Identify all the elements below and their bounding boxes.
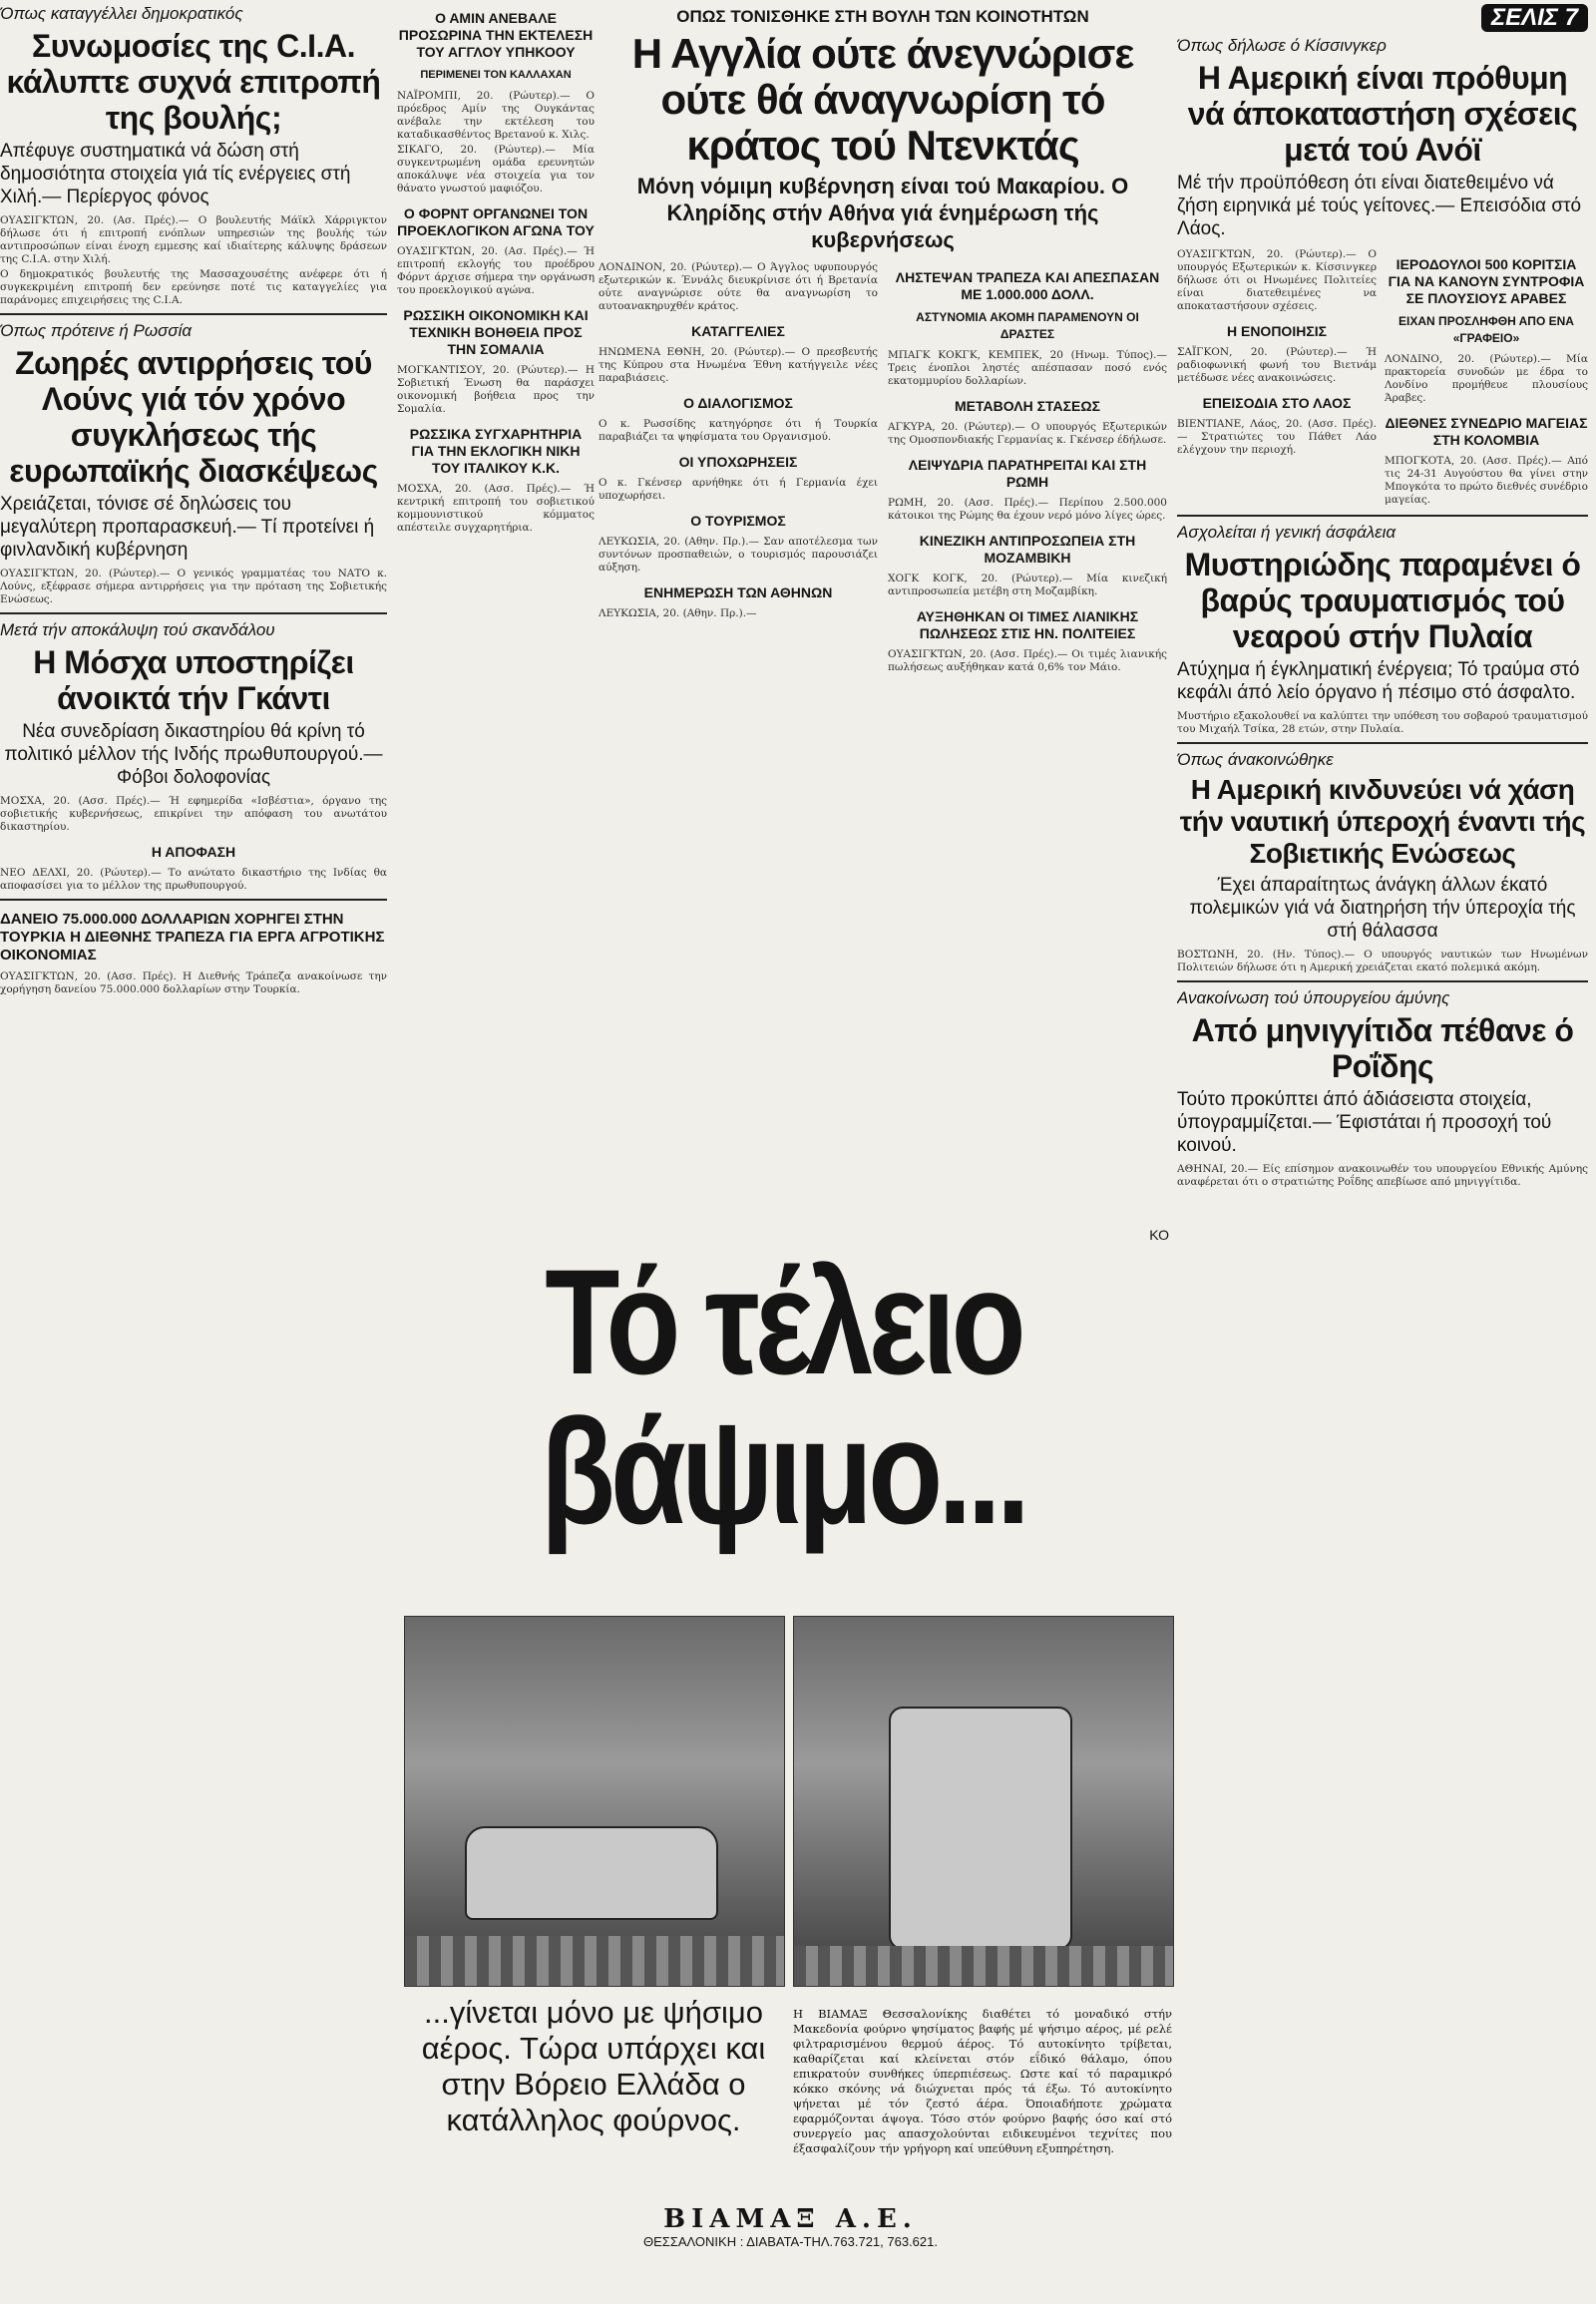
headline-hanoi: Η Αμερική είναι πρόθυμη νά άποκαταστήση σχέσεις μετά τού Ανόϊ: [1187, 60, 1578, 168]
article-girls: ΛΟΝΔΙΝΟ, 20. (Ρώυτερ).— Μία πρακτορεία συνοδών με έδρα το Λονδίνο προμήθευε πλουσίους Άραβες.: [1385, 353, 1588, 404]
article-dialogue: Ο κ. Ρωσσίδης κατηγόρησε ότι ή Τουρκία παραβιάζει τα ψηφίσματα του Οργανισμού.: [598, 418, 878, 443]
headline-england: Η Αγγλία ούτε άνεγνώρισε ούτε θά άναγνωρίση τό κράτος τού Ντενκτάς: [631, 30, 1134, 169]
subhead-pylaia: Ατύχημα ή έγκληματική ένέργεια; Τό τραύμα στό κεφάλι άπό λείο όργανο ή πέσιμο στό άσφαλτο.: [1177, 659, 1580, 703]
ad-headline: Τό τέλειο βάψιμο...: [540, 1238, 1026, 1555]
right-right: [1385, 246, 1588, 509]
center-left: [598, 259, 878, 676]
headline-bank-robbery: ΛΗΣΤΕΨΑΝ ΤΡΑΠΕΖΑ ΚΑΙ ΑΠΕΣΠΑΣΑΝ ΜΕ 1.000.000 ΔΟΛΛ.: [895, 269, 1160, 302]
bus-icon: [889, 1707, 1072, 1950]
article-pylaia: Μυστήριο εξακολουθεί να καλύπτει την υπόθεση του σοβαρού τραυματισμού του Μιχαήλ Τσίκα, 28 ετών, στην Πυλαία.: [1177, 710, 1588, 735]
subhead-hanoi: Μέ τήν προϋπόθεση ότι είναι διατεθειμένο νά ζήση ειρηνικά μέ τούς γείτονες.— Επεισόδια στό Λάος.: [1177, 173, 1582, 239]
ad-photo-car: [404, 1616, 785, 1987]
right-columns: [1177, 246, 1588, 509]
ad-address: ΘΕΣΣΑΛΟΝΙΚΗ : ΔΙΑΒΑΤΑ-ΤΗΛ.763.721, 763.621.: [643, 2234, 938, 2249]
article-concessions: Ο κ. Γκένσερ αρνήθηκε ότι ή Γερμανία έχει υποχωρήσει.: [598, 477, 878, 502]
subhead-cia: Απέφυγε συστηματικά νά δώση στή δημοσιότητα στοιχεία γιά τίς ενέργειες στή Χιλή.— Περίεργος φόνος: [0, 141, 351, 207]
kicker-announced: Όπως άνακοινώθηκε: [1177, 750, 1334, 769]
article-mozambique: ΧΟΓΚ ΚΟΓΚ, 20. (Ρώυτερ).— Μία κινεζική αντιπροσωπεία μετέβη στη Μοζαμβίκη.: [888, 573, 1167, 597]
article-amin: ΝΑΪΡΟΜΠΙ, 20. (Ρώυτερ).— Ο πρόεδρος Αμίν της Ουγκάντας ανέβαλε την εκτέλεση του καταδικασθέντος Βρετανού κ. Χιλς.: [397, 90, 595, 141]
divider: [1177, 515, 1588, 517]
divider: [0, 612, 387, 614]
subhead-girls: ΕΙΧΑΝ ΠΡΟΣΛΗΦΘΗ ΑΠΟ ΕΝΑ «ΓΡΑΦΕΙΟ»: [1398, 314, 1574, 345]
kicker-cia: Όπως καταγγέλλει δημοκρατικός: [0, 4, 243, 23]
column-left: [0, 0, 387, 998]
floor-grate-icon: [794, 1946, 1173, 1986]
caption-stance: ΜΕΤΑΒΟΛΗ ΣΤΑΣΕΩΣ: [955, 398, 1100, 414]
article-italy: ΜΟΣΧΑ, 20. (Ασσ. Πρές).— Ή κεντρική επιτροπή του σοβιετικού κομμουνιστικού κόμματος απέστειλε συγχαρητήρια.: [397, 483, 595, 534]
article-cia-p2: Ο δημοκρατικός βουλευτής της Μασσαχουσέτης ανέφερε ότι ή συγκεκριμένη επιτροπή δεν ερεύνησε ποτέ τις καταγγελίες για παράνομες επιχειρήσεις της C.I.A.: [0, 268, 387, 306]
column-narrow: [397, 0, 595, 537]
article-loan-turkey: ΟΥΑΣΙΓΚΤΩΝ, 20. (Ασσ. Πρές). Η Διεθνής Τράπεζα ανακοίνωσε την χορήγηση δανείου 75.000.000 δολλαρίων στην Τουρκία.: [0, 970, 387, 995]
caption-athens: ΕΝΗΜΕΡΩΣΗ ΤΩΝ ΑΘΗΝΩΝ: [643, 584, 833, 600]
article-navy: ΒΟΣΤΩΝΗ, 20. (Ην. Τύπος).— Ο υπουργός ναυτικών των Ηνωμένων Πολιτειών δήλωσε ότι η Αμερική χρειάζεται εκατό πολεμικά ακόμη.: [1177, 949, 1588, 973]
kicker-commons: ΟΠΩΣ ΤΟΝΙΣΘΗΚΕ ΣΤΗ ΒΟΥΛΗ ΤΩΝ ΚΟΙΝΟΤΗΤΩΝ: [676, 7, 1089, 26]
article-tourism: ΛΕΥΚΩΣΙΑ, 20. (Αθην. Πρ.).— Σαν αποτέλεσμα των συντόνων προσπαθειών, ο τουρισμός παρουσιάζει αύξηση.: [598, 536, 878, 574]
article-gandhi: ΜΟΣΧΑ, 20. (Ασσ. Πρές).— Ή εφημερίδα «Ισβέστια», όργανο της σοβιετικής κυβερνήσεως, επικρίνει την απόφαση του ανωτάτου δικαστηρίου.: [0, 795, 387, 833]
article-un: ΗΝΩΜΕΝΑ ΕΘΝΗ, 20. (Ρώυτερ).— Ο πρεσβευτής της Κύπρου στα Ηνωμένα Έθνη κατήγγειλε νέες παραβιάσεις.: [598, 346, 878, 384]
article-prices: ΟΥΑΣΙΓΚΤΩΝ, 20. (Ασσ. Πρές).— Οι τιμές λιανικής πωλήσεως αυξήθηκαν κατά 0,6% τον Μάιο.: [888, 648, 1167, 673]
subhead-amin: ΠΕΡΙΜΕΝΕΙ ΤΟΝ ΚΑΛΛΑΧΑΝ: [420, 69, 572, 81]
subhead-roidis: Τούτο προκύπτει άπό άδιάσειστα στοιχεία, ύπογραμμίζεται.— Έφιστάται ή προσοχή τού κοινού.: [1177, 1089, 1552, 1156]
ad-brand: ΒΙΑΜΑΞ Α.Ε.: [663, 2204, 918, 2234]
kicker-security: Ασχολείται ή γενική άσφάλεια: [1177, 523, 1396, 542]
divider: [0, 313, 387, 315]
kicker-scandal: Μετά τήν αποκάλυψη τού σκανδάλου: [0, 620, 275, 639]
article-hanoi: ΟΥΑΣΙΓΚΤΩΝ, 20. (Ρώυτερ).— Ο υπουργός Εξωτερικών κ. Κίσσινγκερ δήλωσε ότι οι Ηνωμένες Πολιτείες είναι διατεθειμένες να αποκαταστήσουν σχέσεις.: [1177, 248, 1377, 312]
article-chicago: ΣΙΚΑΓΟ, 20. (Ρώυτερ).— Μία συγκεντρωμένη ομάδα ερευνητών αποκάλυψε νέα στοιχεία για τον θάνατο γνωστού μαφιόζου.: [397, 144, 595, 194]
article-bank-robbery: ΜΠΑΓΚ ΚΟΚΓΚ, ΚΕΜΠΕΚ, 20 (Ηνωμ. Τύπος).— Τρεις ένοπλοι ληστές απέσπασαν ποσό ενός εκατομμυρίου δολλαρίων.: [888, 349, 1167, 387]
caption-dialogue: Ο ΔΙΑΛΟΓΙΣΜΟΣ: [683, 395, 793, 411]
subhead-gandhi: Νέα συνεδρίαση δικαστηρίου θά κρίνη τό πολιτικό μέλλον τής Ινδής πρωθυπουργού.— Φόβοι δολοφονίας: [4, 721, 383, 788]
headline-magic: ΔΙΕΘΝΕΣ ΣΥΝΕΔΡΙΟ ΜΑΓΕΙΑΣ ΣΤΗ ΚΟΛΟΜΒΙΑ: [1385, 415, 1588, 448]
article-stance: ΑΓΚΥΡΑ, 20. (Ρώυτερ).— Ο υπουργός Εξωτερικών της Ομοσπονδιακής Γερμανίας κ. Γκένσερ έδήλωσε.: [888, 421, 1167, 446]
ad-slogan-block: [404, 1995, 783, 2138]
headline-luns: Ζωηρές αντιρρήσεις τού Λούνς γιά τόν χρόνο συγκλήσεως τής ευρωπαϊκής διασκέψεως: [9, 345, 378, 489]
headline-cia: Συνωμοσίες της C.I.A. κάλυπτε συχνά επιτροπή της βουλής;: [6, 28, 381, 136]
headline-pylaia: Μυστηριώδης παραμένει ό βαρύς τραυματισμός τού νεαρού στήν Πυλαία: [1184, 547, 1581, 654]
article-luns: ΟΥΑΣΙΓΚΤΩΝ, 20. (Ρώυτερ).— Ο γενικός γραμματέας του ΝΑΤΟ κ. Λούνς, εξέφρασε σήμερα αντιρρήσεις για την πρόταση της Σοβιετικής Ενώσεως.: [0, 568, 387, 605]
article-athens: ΛΕΥΚΩΣΙΑ, 20. (Αθην. Πρ.).—: [598, 607, 757, 619]
article-england: ΛΟΝΔΙΝΟΝ, 20. (Ρώυτερ).— Ο Άγγλος υφυπουργός εξωτερικών κ. Έννάλς διευκρίνισε ότι ή Βρετανία ούτε αναγνώρισε ούτε θα αναγνωρίση το αυτοανακηρυχθέν κράτος.: [598, 261, 878, 312]
subhead-navy: Έχει άπαραίτητως άνάγκη άλλων έκατό πολεμικών γιά νά διατηρήση τήν ύπεροχία τής στή θάλασσα: [1189, 875, 1576, 942]
center-right: [888, 259, 1167, 676]
headline-roidis: Από μηνιγγίτιδα πέθανε ό Ροΐδης: [1191, 1012, 1574, 1084]
headline-loan-turkey: ΔΑΝΕΙΟ 75.000.000 ΔΟΛΛΑΡΙΩΝ ΧΟΡΗΓΕΙ ΣΤΗΝ ΤΟΥΡΚΙΑ Η ΔΙΕΘΝΗΣ ΤΡΑΠΕΖΑ ΓΙΑ ΕΡΓΑ ΑΓΡΟΤΙΚΗΣ ΟΙΚΟΝΟΜΙΑΣ: [0, 911, 385, 963]
headline-italy: ΡΩΣΣΙΚΑ ΣΥΓΧΑΡΗΤΗΡΙΑ ΓΙΑ ΤΗΝ ΕΚΛΟΓΙΚΗ ΝΙΚΗ ΤΟΥ ΙΤΑΛΙΚΟΥ Κ.Κ.: [409, 426, 583, 476]
column-right: [1177, 0, 1588, 1191]
kicker-defense: Ανακοίνωση τού ύπουργείου άμύνης: [1177, 988, 1450, 1007]
ad-slogan: ...γίνεται μόνο με ψήσιμο αέρος. Τώρα υπάρχει και στην Βόρειο Ελλάδα ο κατάλληλος φούρνος.: [421, 1995, 766, 2137]
headline-mozambique: ΚΙΝΕΖΙΚΗ ΑΝΤΙΠΡΟΣΩΠΕΙΑ ΣΤΗ ΜΟΖΑΜΒΙΚΗ: [919, 533, 1136, 566]
page-number-badge: ΣΕΛΙΣ 7: [1481, 4, 1588, 32]
article-cia-p1: ΟΥΑΣΙΓΚΤΩΝ, 20. (Ασ. Πρές).— Ο βουλευτής Μάϊκλ Χάρριγκτον δήλωσε ότι ή επιτροπή ενόπλων υπηρεσιών της βουλής τών αντιπροσώπων είναι ένοχη εμμεσης καί ιδιαίτερης κάλυψης δράσεων της C.I.A. στην Χιλή.: [0, 214, 387, 265]
headline-somalia: ΡΩΣΣΙΚΗ ΟΙΚΟΝΟΜΙΚΗ ΚΑΙ ΤΕΧΝΙΚΗ ΒΟΗΘΕΙΑ ΠΡΟΣ ΤΗΝ ΣΟΜΑΛΙΑ: [403, 307, 589, 357]
caption-tourism: Ο ΤΟΥΡΙΣΜΟΣ: [690, 513, 786, 529]
article-magic: ΜΠΟΓΚΟΤΑ, 20. (Ασσ. Πρές).— Από τις 24-31 Αυγούστου θα γίνει στην Μπογκότα το πρώτο διεθνές συνέδριο μαγείας.: [1385, 455, 1588, 506]
caption-decision: Η ΑΠΟΦΑΣΗ: [151, 844, 236, 860]
article-ford: ΟΥΑΣΙΓΚΤΩΝ, 20. (Ασ. Πρές).— Ή επιτροπή εκλογής του προέδρου Φόρντ άρχισε σήμερα την οργάνωση του προεκλογικού αγώνα.: [397, 245, 595, 296]
caption-unification: Η ΕΝΟΠΟΙΗΣΙΣ: [1226, 323, 1328, 339]
ad-corner-mark: ΚΟ: [1149, 1227, 1169, 1243]
headline-navy: Η Αμερική κινδυνεύει νά χάση τήν ναυτική ύπεροχή έναντι τής Σοβιετικής Ενώσεως: [1179, 774, 1586, 869]
subhead-bank-robbery: ΑΣΤΥΝΟΜΙΑ ΑΚΟΜΗ ΠΑΡΑΜΕΝΟΥΝ ΟΙ ΔΡΑΣΤΕΣ: [916, 310, 1139, 341]
divider: [1177, 742, 1588, 744]
car-icon: [465, 1826, 718, 1920]
kicker-russia: Όπως πρότεινε ή Ρωσσία: [0, 321, 193, 340]
article-saigon: ΣΑΪΓΚΟΝ, 20. (Ρώυτερ).— Ή ραδιοφωνική φωνή του Βιετνάμ μετέδωσε νέες ανακοινώσεις.: [1177, 346, 1377, 384]
right-left: [1177, 246, 1377, 509]
center-columns: [598, 259, 1167, 676]
caption-laos: ΕΠΕΙΣΟΔΙΑ ΣΤΟ ΛΑΟΣ: [1202, 395, 1352, 411]
headline-gandhi: Η Μόσχα υποστηρίζει άνοικτά τήν Γκάντι: [33, 644, 354, 716]
ad-text-block: [793, 1995, 1172, 2167]
subhead-luns: Χρειάζεται, τόνισε σέ δηλώσεις του μεγαλύτερη προπαρασκευή.— Τί προτείνει ή φινλανδική κυβέρνηση: [0, 494, 375, 561]
article-decision: ΝΕΟ ΔΕΛΧΙ, 20. (Ρώυτερ).— Το ανώτατο δικαστήριο της Ινδίας θα αποφασίσει για το μέλλον της πρωθυπουργού.: [0, 867, 387, 892]
article-somalia: ΜΟΓΚΑΝΤΙΣΟΥ, 20. (Ρώυτερ).— Η Σοβιετική Ένωση θα παράσχει οικονομική βοήθεια προς την Σομαλία.: [397, 364, 595, 415]
floor-grate-icon: [405, 1936, 784, 1986]
caption-concessions: ΟΙ ΥΠΟΧΩΡΗΣΕΙΣ: [678, 454, 798, 470]
divider: [0, 899, 387, 901]
caption-accusations: ΚΑΤΑΓΓΕΛΙΕΣ: [691, 323, 785, 339]
article-rome-drought: ΡΩΜΗ, 20. (Ασσ. Πρές).— Περίπου 2.500.000 κάτοικοι της Ρώμης θα έχουν νερό μόνο λίγες ώρες.: [888, 497, 1167, 522]
divider: [1177, 980, 1588, 982]
ad-photo-bus: [793, 1616, 1174, 1987]
ad-footer: [404, 2204, 1177, 2249]
article-roidis: ΑΘΗΝΑΙ, 20.— Είς επίσημον ανακοινωθέν του υπουργείου Εθνικής Αμύνης αναφέρεται ότι ο στρατιώτης Ροΐδης απεβίωσε από μηνιγγίτιδα.: [1177, 1163, 1588, 1188]
headline-girls: ΙΕΡΟΔΟΥΛΟΙ 500 ΚΟΡΙΤΣΙΑ ΓΙΑ ΝΑ ΚΑΝΟΥΝ ΣΥΝΤΡΟΦΙΑ ΣΕ ΠΛΟΥΣΙΟΥΣ ΑΡΑΒΕΣ: [1388, 256, 1585, 306]
page-badge: [1177, 4, 1588, 32]
column-center: [598, 0, 1167, 676]
ad-text: Η ΒΙΑΜΑΞ Θεσσαλονίκης διαθέτει τό μοναδικό στήν Μακεδονία φούρνο ψησίματος βαφής μέ ψήσιμο αέρος, μέ ρελέ φιλτραρισμένου θερμού άέρος. Τό αυτοκίνητο τρίβεται, καθαρίζεται καί κλείνεται στόν εΐδικό θάλαμο, όπου επικρατούν συνθήκες ύπερπιέσεως. Ωστε καί τό παραμικρό κόκκο σκόνης νά διώχνεται πρός τά έξω. Τό αυτοκίνητο ψήνεται μέ τόν ζεστό άέρα. Όποιαδήποτε χρώματα εφαρμόζονται άψογα. Τόσο στόν φούρνο βαφής όσο καί στό συνεργείο μας απασχολούνται ειδικευμένοι τεχνίτες που έξασφαλίζουν τήν γρήγορη καί υπεύθυνη εξυπηρέτηση.: [793, 2006, 1172, 2155]
headline-amin: Ο ΑΜΙΝ ΑΝΕΒΑΛΕ ΠΡΟΣΩΡΙΝΑ ΤΗΝ ΕΚΤΕΛΕΣΗ ΤΟΥ ΑΓΓΛΟΥ ΥΠΗΚΟΟΥ: [398, 10, 594, 60]
kicker-kissinger: Όπως δήλωσε ό Κίσσινγκερ: [1177, 36, 1387, 55]
headline-rome-drought: ΛΕΙΨΥΔΡΙΑ ΠΑΡΑΤΗΡΕΙΤΑΙ ΚΑΙ ΣΤΗ ΡΩΜΗ: [908, 457, 1147, 490]
headline-ford: Ο ΦΟΡΝΤ ΟΡΓΑΝΩΝΕΙ ΤΟΝ ΠΡΟΕΚΛΟΓΙΚΟΝ ΑΓΩΝΑ ΤΟΥ: [397, 205, 595, 238]
subhead-makarios: Μόνη νόμιμη κυβέρνηση είναι τού Μακαρίου. Ο Κληρίδης στήν Αθήνα γιά ένημέρωση τής κυβερνήσεως: [636, 174, 1129, 252]
article-laos: ΒΙΕΝΤΙΑΝΕ, Λάος, 20. (Ασσ. Πρές).— Στρατιώτες του Πάθετ Λάο ελέγχουν την περιοχή.: [1177, 418, 1377, 456]
headline-prices: ΑΥΞΗΘΗΚΑΝ ΟΙ ΤΙΜΕΣ ΛΙΑΝΙΚΗΣ ΠΩΛΗΣΕΩΣ ΣΤΙΣ ΗΝ. ΠΟΛΙΤΕΙΕΣ: [916, 608, 1139, 641]
